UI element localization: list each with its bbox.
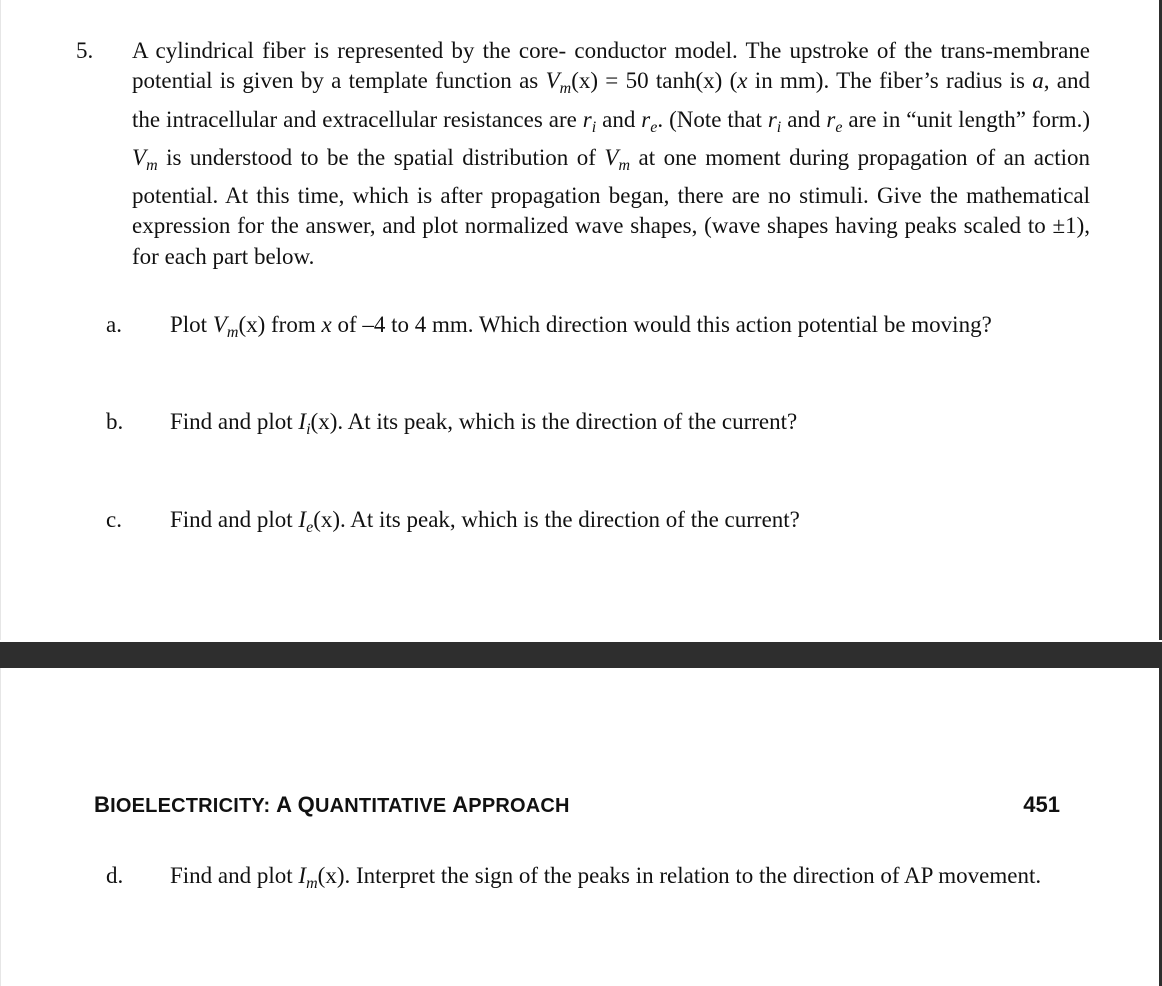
running-head: BIOELECTRICITY: A QUANTITATIVE APPROACH	[94, 792, 570, 817]
part-d-label: d.	[106, 863, 124, 888]
page-separator	[0, 642, 1162, 668]
part-c: c. Find and plot $I_e(x)$. At its peak, which is the direction of the current?	[106, 507, 800, 536]
part-d: d. Find and plot $I_m(x)$. Interpret the sign of the peaks in relation to the direction of AP movement.	[106, 863, 1042, 892]
part-b-label: b.	[106, 409, 124, 434]
problem-number: 5.	[76, 38, 94, 63]
part-c-label: c.	[106, 507, 122, 532]
part-a-label: a.	[106, 312, 122, 337]
problem-5-text: 5. A cylindrical fiber is represented by the core- conductor model. The upstroke of the trans-membrane potential is given by a template function as $V_m(x) = 50$ tanh(x) (x in mm). The fiber’s radius is a, and the intracellular and extracellular resistances are $r_i$ and $r_e$. (Note that $r_i$ and $r_e$ are in “unit length” form.) $V_m$ is understood to be the spatial distribution of $V_m$ at one moment during propagation of an action potential. At this time, which is after propagation began, there are no stimuli. Give the mathematical expression for the answer, and plot normalized wave shapes, (wave shapes having peaks scaled to ±1), for each part below.	[76, 38, 1090, 269]
page-number: 451	[1023, 792, 1060, 817]
part-b: b. Find and plot $I_i(x)$. At its peak, which is the direction of the current?	[106, 409, 798, 438]
part-a: a. Plot $V_m(x)$ from x of –4 to 4 mm. Which direction would this action potential be moving?	[106, 312, 992, 341]
page-lower	[0, 668, 1162, 986]
